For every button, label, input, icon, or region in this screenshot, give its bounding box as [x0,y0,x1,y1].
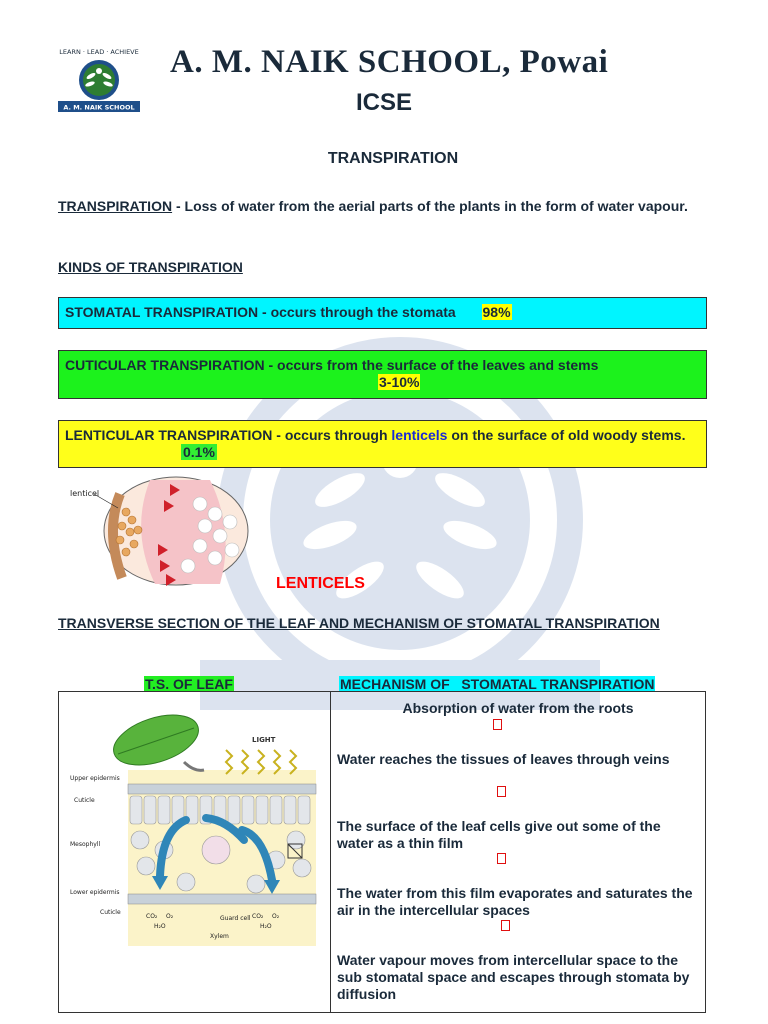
cuticular-text: CUTICULAR TRANSPIRATION - occurs from the surface of the leaves and stems [65,357,599,373]
o2-label-right: O₂ [272,913,280,920]
mechanism-step: Water vapour moves from intercellular space to the sub stomatal space and escapes through stomata by diffusion [337,952,690,1002]
mechanism-step: Absorption of water from the roots [402,700,634,716]
table-divider [330,691,331,1013]
upper-epidermis-label: Upper epidermis [70,775,120,782]
down-arrow-icon [497,786,511,800]
lower-epidermis-label: Lower epidermis [70,889,120,896]
page-title: TRANSPIRATION [327,150,459,167]
cuticle-top-label: Cuticle [74,797,95,804]
down-arrow-icon [501,920,515,934]
cuticular-percent: 3-10% [379,374,420,390]
stomatal-transpiration-box [58,297,707,329]
stomatal-text: STOMATAL TRANSPIRATION - occurs through the stomata [65,304,456,320]
mechanism-step: The water from this film evaporates and saturates the air in the intercellular spaces [337,885,693,918]
cuticular-transpiration-box [58,350,707,399]
logo-banner-text: A. M. NAIK SCHOOL [63,103,135,112]
o2-label-left: O₂ [166,913,174,920]
cuticle-bottom-label: Cuticle [100,909,121,916]
lenticular-percent: 0.1% [183,444,215,460]
mechanism-step: The surface of the leaf cells give out some of the water as a thin film [337,818,661,851]
guard-cell-label: Guard cell [220,915,251,922]
transpiration-definition [58,198,708,215]
mesophyll-label: Mesophyll [70,841,101,848]
lenticels-caption: LENTICELS [276,575,365,592]
co2-label-right: CO₂ [252,913,264,920]
co2-label-left: CO₂ [146,913,158,920]
board-name: ICSE [355,89,412,116]
lenticels-term: lenticels [391,427,448,443]
lenticel-diagram [60,474,256,588]
xylem-label: Xylem [210,933,229,940]
mechanism-label: MECHANISM OF STOMATAL TRANSPIRATION [340,676,655,692]
ts-section-heading: TRANSVERSE SECTION OF THE LEAF AND MECHANISM OF STOMATAL TRANSPIRATION [58,615,660,631]
definition-text: - Loss of water from the aerial parts of the plants in the form of water vapour. [172,198,688,214]
mechanism-step: Water reaches the tissues of leaves through veins [337,751,670,767]
down-arrow-icon [497,853,511,867]
lenticular-text-before: LENTICULAR TRANSPIRATION - occurs through [65,427,392,443]
svg-text:LEARN · LEAD · ACHIEVE: LEARN · LEAD · ACHIEVE [59,48,139,56]
lenticel-label: lenticel [70,489,100,498]
stomatal-percent: 98% [482,304,511,320]
leaf-ts-diagram [66,700,322,976]
light-label: LIGHT [252,736,276,744]
lenticular-transpiration-box [58,420,707,468]
definition-term: TRANSPIRATION [58,198,173,214]
ts-of-leaf-label: T.S. OF LEAF [145,676,233,692]
down-arrow-icon [493,719,507,733]
lenticular-text-after: on the surface of old woody stems. [447,427,686,443]
h2o-label-right: H₂O [260,923,272,930]
school-name: A. M. NAIK SCHOOL, Powai [170,44,609,80]
kinds-heading: KINDS OF TRANSPIRATION [58,259,243,275]
h2o-label-left: H₂O [154,923,166,930]
